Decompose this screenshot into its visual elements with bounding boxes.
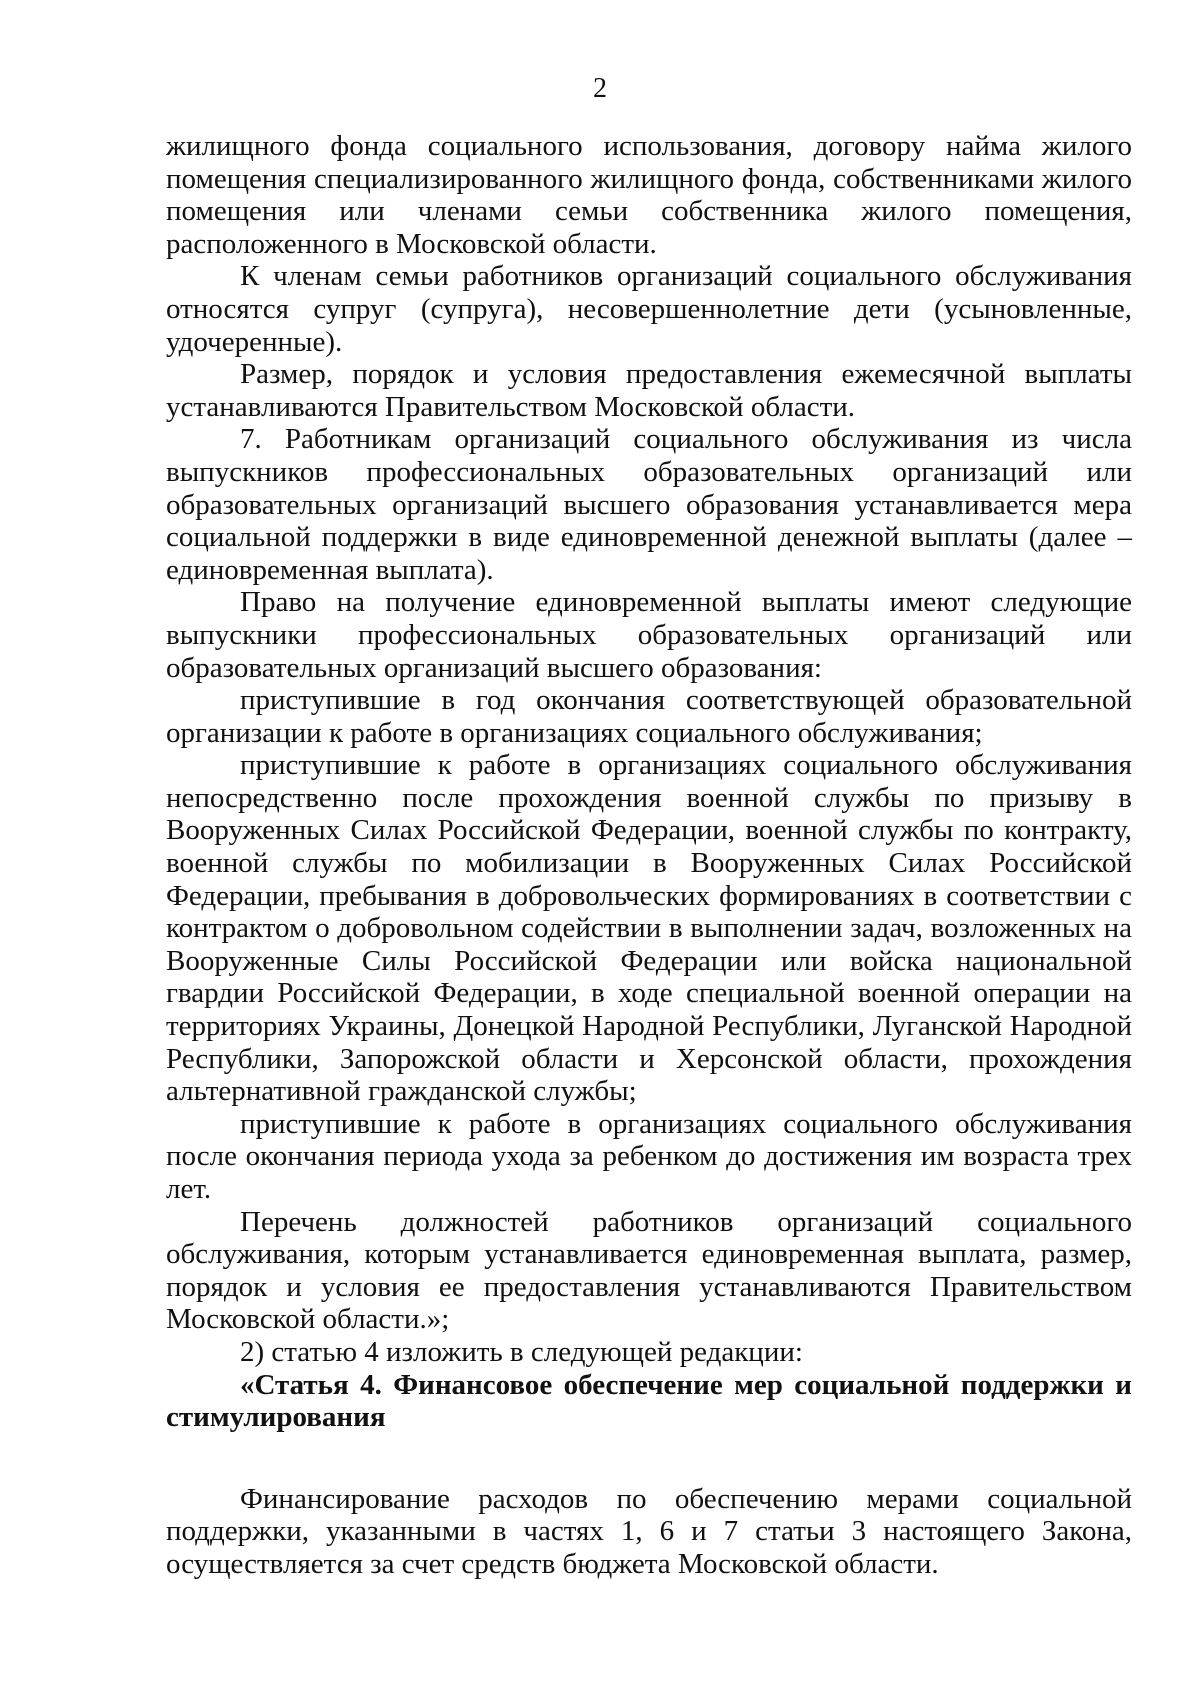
document-body <box>166 130 1132 1581</box>
paragraph-continuation: жилищного фонда социального использования, договору найма жилого помещения специализированного жилищного фонда, собственниками жилого помещения или членами семьи собственника жилого помещения, расположенного в Московской области. <box>166 130 1132 260</box>
page-number: 2 <box>593 73 607 104</box>
paragraph-family-members: К членам семьи работников организаций социального обслуживания относятся супруг (супруга), несовершеннолетние дети (усыновленные, удочеренные). <box>166 260 1132 358</box>
paragraph-financing: Финансирование расходов по обеспечению мерами социальной поддержки, указанными в частях 1, 6 и 7 статьи 3 настоящего Закона, осуществляется за счет средств бюджета Московской области. <box>166 1482 1132 1580</box>
paragraph-item-7: 7. Работникам организаций социального обслуживания из числа выпускников профессиональных образовательных организаций или образовательных организаций высшего образования устанавливается мера социальной поддержки в виде единовременной денежной выплаты (далее – единовременная выплата). <box>166 423 1132 586</box>
article-4-heading: «Статья 4. Финансовое обеспечение мер социальной поддержки и стимулирования <box>166 1368 1132 1434</box>
paragraph-list-item-3: приступившие к работе в организациях социального обслуживания после окончания периода ухода за ребенком до достижения им возраста трех лет. <box>166 1107 1132 1205</box>
paragraph-monthly-payment-terms: Размер, порядок и условия предоставления ежемесячной выплаты устанавливаются Правительством Московской области. <box>166 358 1132 423</box>
paragraph-list-item-1: приступившие в год окончания соответствующей образовательной организации к работе в организациях социального обслуживания; <box>166 684 1132 749</box>
paragraph-amendment-article-4: 2) статью 4 изложить в следующей редакции: <box>240 1335 803 1368</box>
paragraph-positions-list: Перечень должностей работников организаций социального обслуживания, которым устанавливается единовременная выплата, размер, порядок и условия ее предоставления устанавливаются Правительством Московской области.»; <box>166 1205 1132 1336</box>
paragraph-list-item-2: приступившие к работе в организациях социального обслуживания непосредственно после прохождения военной службы по призыву в Вооруженных Силах Российской Федерации, военной службы по контракту, военной службы по мобилизации в Вооруженных Силах Российской Федерации, пребывания в добровольческих формированиях в соответствии с контрактом о добровольном содействии в выполнении задач, возложенных на Вооруженные Силы Российской Федерации или войска национальной гвардии Российской Федерации, в ходе специальной военной операции на территориях Украины, Донецкой Народной Республики, Луганской Народной Республики, Запорожской области и Херсонской области, прохождения альтернативной гражданской службы; <box>166 749 1132 1108</box>
paragraph-eligible-graduates: Право на получение единовременной выплаты имеют следующие выпускники профессиональных образовательных организаций или образовательных организаций высшего образования: <box>166 586 1132 684</box>
